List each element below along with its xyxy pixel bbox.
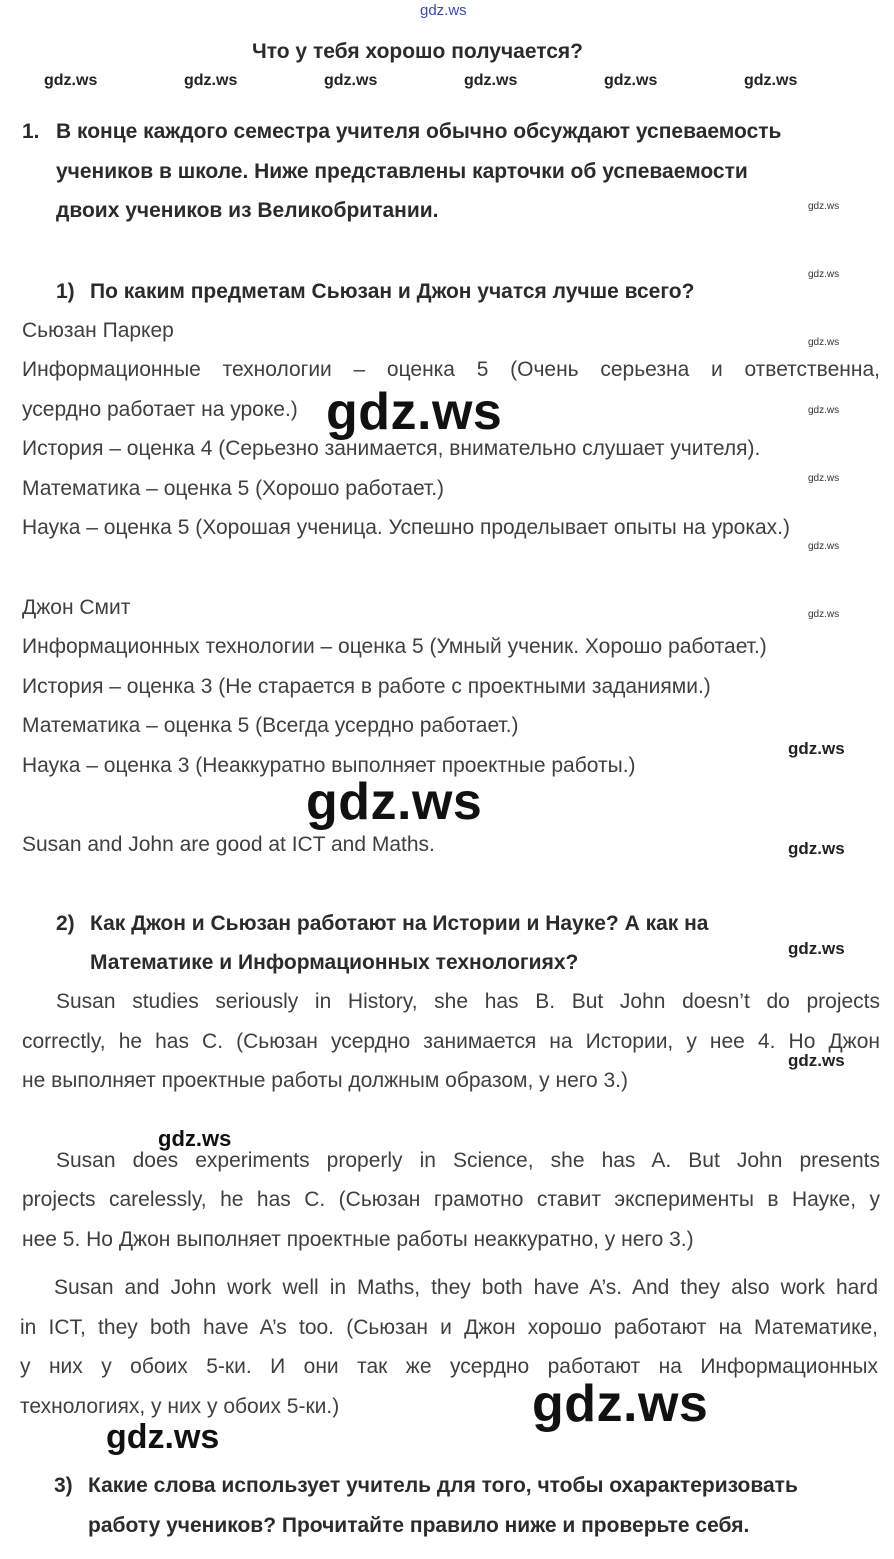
watermark: gdz.ws (106, 1418, 220, 1456)
answer-text: Susan studies seriously in History, she has B. But John doesn’t do projects (56, 990, 880, 1013)
watermark-large: gdz.ws (532, 1375, 709, 1433)
question-number: 3) (54, 1474, 73, 1497)
watermark: gdz.ws (808, 269, 840, 280)
watermark: gdz.ws (788, 739, 845, 758)
watermark-top: gdz.ws (420, 2, 467, 19)
task-text-line: двоих учеников из Великобритании. (56, 199, 439, 222)
watermark-large: gdz.ws (326, 383, 503, 441)
grade-line: История – оценка 3 (Не старается в работе с проектными заданиями.) (22, 675, 711, 698)
answer-text: нее 5. Но Джон выполняет проектные работы неаккуратно, у него 3.) (22, 1228, 694, 1251)
watermark: gdz.ws (324, 72, 378, 89)
grade-line: усердно работает на уроке.) (22, 398, 298, 421)
grade-line: Информационные технологии – оценка 5 (Очень серьезна и ответственна, (22, 358, 880, 381)
watermark: gdz.ws (464, 72, 518, 89)
answer-text: Susan and John are good at ICT and Maths. (22, 833, 435, 856)
watermark: gdz.ws (788, 839, 845, 858)
watermark: gdz.ws (158, 1126, 232, 1151)
answer-text: технологиях, у них у обоих 5-ки.) (20, 1395, 340, 1418)
watermark: gdz.ws (808, 405, 840, 416)
watermark: gdz.ws (788, 939, 845, 958)
question-text: Как Джон и Сьюзан работают на Истории и Науке? А как на (90, 912, 709, 935)
watermark: gdz.ws (788, 1051, 845, 1070)
watermark: gdz.ws (184, 72, 238, 89)
grade-line: Наука – оценка 3 (Неаккуратно выполняет проектные работы.) (22, 754, 636, 777)
answer-text: Susan does experiments properly in Science, she has A. But John presents (56, 1149, 880, 1172)
watermark: gdz.ws (744, 72, 798, 89)
grade-line: Наука – оценка 5 (Хорошая ученица. Успешно проделывает опыты на уроках.) (22, 516, 790, 539)
answer-text: Susan and John work well in Maths, they both have A’s. And they also work hard (54, 1276, 878, 1299)
watermark: gdz.ws (44, 72, 98, 89)
answer-text: у них у обоих 5-ки. И они так же усердно работают на Информационных (20, 1355, 878, 1378)
answer-text: correctly, he has C. (Сьюзан усердно занимается на Истории, у нее 4. Но Джон (22, 1030, 880, 1053)
student-name: Джон Смит (22, 596, 131, 619)
grade-line: Информационных технологии – оценка 5 (Умный ученик. Хорошо работает.) (22, 635, 767, 658)
task-text-line: учеников в школе. Ниже представлены карточки об успеваемости (56, 160, 748, 183)
watermark: gdz.ws (808, 201, 840, 212)
task-text-line: В конце каждого семестра учителя обычно обсуждают успеваемость (56, 120, 782, 143)
answer-text: in ICT, they both have A’s too. (Сьюзан и Джон хорошо работают на Математике, (20, 1316, 878, 1339)
question-text: Какие слова использует учитель для того, чтобы охарактеризовать (88, 1474, 798, 1497)
question-text: По каким предметам Сьюзан и Джон учатся лучше всего? (90, 280, 695, 303)
watermark: gdz.ws (808, 541, 840, 552)
grade-line: Математика – оценка 5 (Всегда усердно работает.) (22, 714, 519, 737)
grade-line: История – оценка 4 (Серьезно занимается, внимательно слушает учителя). (22, 437, 761, 460)
student-name: Сьюзан Паркер (22, 319, 174, 342)
page-title: Что у тебя хорошо получается? (252, 40, 583, 63)
question-number: 1) (56, 280, 75, 303)
watermark-large: gdz.ws (306, 773, 483, 831)
watermark: gdz.ws (808, 337, 840, 348)
answer-text: projects carelessly, he has C. (Сьюзан грамотно ставит эксперименты в Науке, у (22, 1188, 880, 1211)
grade-line: Математика – оценка 5 (Хорошо работает.) (22, 477, 445, 500)
task-number: 1. (22, 120, 40, 143)
question-text: Математике и Информационных технологиях? (90, 951, 579, 974)
question-number: 2) (56, 912, 75, 935)
watermark: gdz.ws (808, 473, 840, 484)
answer-text: не выполняет проектные работы должным образом, у него 3.) (22, 1069, 628, 1092)
watermark: gdz.ws (604, 72, 658, 89)
watermark: gdz.ws (808, 609, 840, 620)
question-text: работу учеников? Прочитайте правило ниже и проверьте себя. (88, 1514, 750, 1537)
